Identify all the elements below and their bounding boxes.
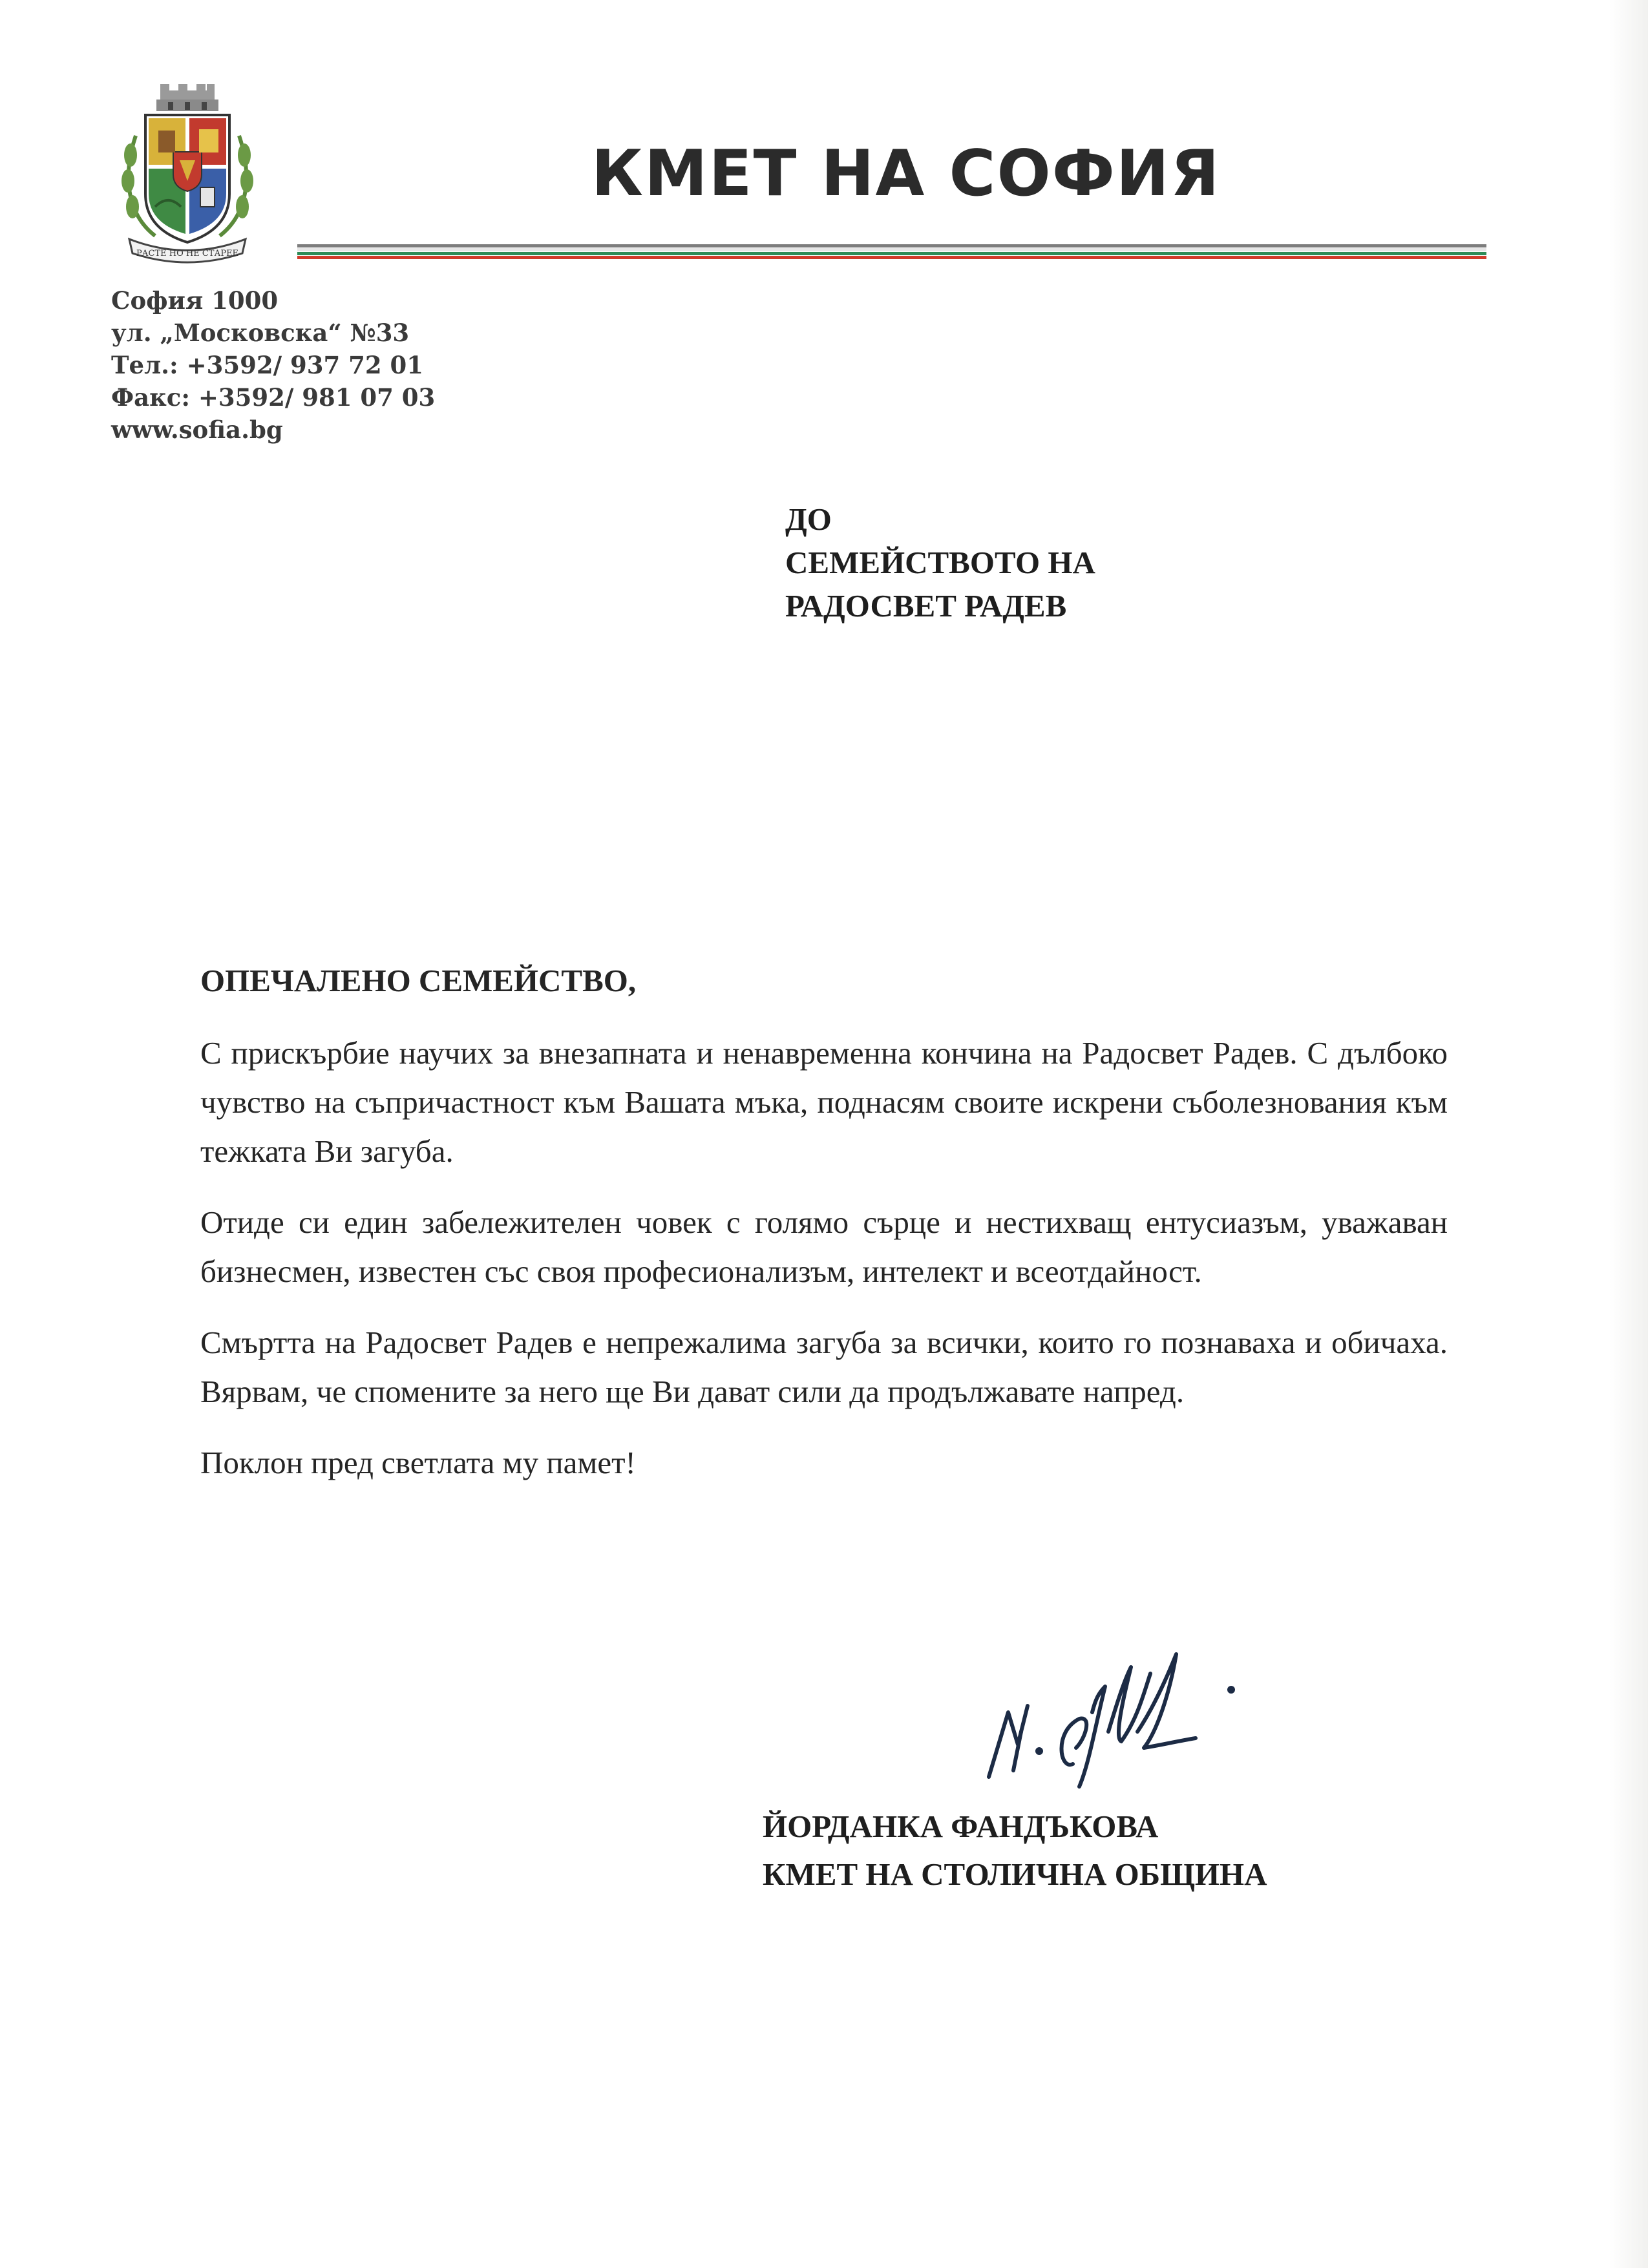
scan-edge <box>1609 0 1648 2268</box>
motto-text: РАСТЕ НО НЕ СТАРЕЕ <box>136 249 239 258</box>
page-title: КМЕТ НА СОФИЯ <box>591 137 1221 211</box>
paragraph-1: С прискърбие научих за внезапната и ненавременна кончина на Радосвет Радев. С дълбоко чувство на съпричастност към Вашата мъка, поднасям своите искрени съболезнования към тежката Ви загуба. <box>200 1035 1448 1169</box>
address-street: ул. „Московска“ №33 <box>111 319 410 347</box>
address-website: www.sofia.bg <box>111 415 283 444</box>
letter-body <box>200 956 1448 1487</box>
paragraph-3: Смъртта на Радосвет Радев е непрежалима загуба за всички, които го познаваха и обичаха. Вярвам, че спомените за него ще Ви дават сили да продължавате напред. <box>200 1325 1448 1409</box>
signatory-block <box>763 1803 1267 1898</box>
signatory-position: КМЕТ НА СТОЛИЧНА ОБЩИНА <box>763 1856 1267 1892</box>
salutation: ОПЕЧАЛЕНО СЕМЕЙСТВО, <box>200 963 637 998</box>
sofia-coat-of-arms-icon <box>110 84 265 265</box>
recipient-block <box>785 498 1095 627</box>
handwritten-signature <box>982 1635 1241 1790</box>
sender-address <box>111 284 435 446</box>
address-phone: Тел.: +3592/ 937 72 01 <box>111 351 423 379</box>
address-fax: Факс: +3592/ 981 07 03 <box>111 383 436 412</box>
tricolor-divider <box>297 244 1486 256</box>
recipient-line-2: СЕМЕЙСТВОТО НА <box>785 545 1095 580</box>
address-city: София 1000 <box>111 286 279 315</box>
closing-line: Поклон пред светлата му памет! <box>200 1445 636 1480</box>
signatory-name: ЙОРДАНКА ФАНДЪКОВА <box>763 1809 1159 1844</box>
recipient-line-3: РАДОСВЕТ РАДЕВ <box>785 588 1067 624</box>
recipient-line-1: ДО <box>785 501 832 537</box>
paragraph-2: Отиде си един забележителен човек с голямо сърце и нестихващ ентусиазъм, уважаван бизнесмен, известен със своя професионализъм, интелект и всеотдайност. <box>200 1204 1448 1289</box>
